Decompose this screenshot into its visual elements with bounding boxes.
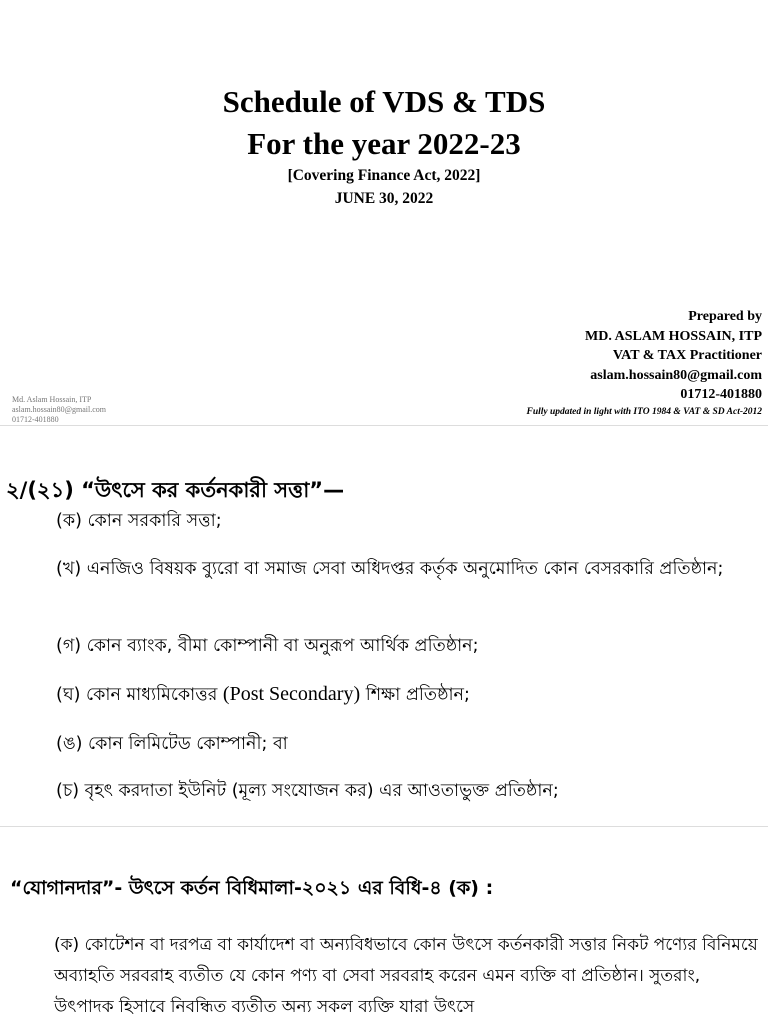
author-name: MD. ASLAM HOSSAIN, ITP xyxy=(585,328,762,344)
definition-paragraph: (ক) কোটেশন বা দরপত্র বা কার্যাদেশ বা অন্যবিধভাবে কোন উৎসে কর্তনকারী সত্তার নিকট পণ্যের বিনিময়ে অব্যাহতি সরবরাহ ব্যতীত যে কোন পণ্য বা সেবা সরবরাহ করেন এমন ব্যক্তি বা প্রতিষ্ঠান। সুতরাং, উৎপাদক হিসাবে নিবন্ধিত ব্যতীত অন্য সকল ব্যক্তি যারা উৎসে xyxy=(54,935,758,1017)
section-heading: ২/(২১) “উৎসে কর কর্তনকারী সত্তা”— xyxy=(6,478,345,502)
list-item: (চ) বৃহৎ করদাতা ইউনিট (মূল্য সংযোজন কর) এর আওতাভুক্ত প্রতিষ্ঠান; xyxy=(56,781,559,801)
slide-footer xyxy=(12,395,106,425)
author-role: VAT & TAX Practitioner xyxy=(612,348,762,363)
footer-name: Md. Aslam Hossain, ITP xyxy=(12,395,92,404)
item-text-english: (Post Secondary) xyxy=(222,683,361,705)
list-item: (খ) এনজিও বিষয়ক ব্যুরো বা সমাজ সেবা অধিদপ্তর কর্তৃক অনুমোদিত কোন বেসরকারি প্রতিষ্ঠান; xyxy=(56,559,724,579)
author-phone: 01712-401880 xyxy=(680,387,762,402)
title-line-1: Schedule of VDS & TDS xyxy=(222,84,546,119)
list-item: (ঙ) কোন লিমিটেড কোম্পানী; বা xyxy=(56,734,288,754)
prepared-by-block xyxy=(526,307,762,419)
list-item: (গ) কোন ব্যাংক, বীমা কোম্পানী বা অনুরূপ আর্থিক প্রতিষ্ঠান; xyxy=(56,636,479,656)
subtitle: [Covering Finance Act, 2022] xyxy=(287,167,481,184)
title-slide xyxy=(0,0,768,425)
item-text-before: (ঘ) কোন মাধ্যমিকোত্তর xyxy=(56,685,223,705)
prepared-by-label: Prepared by xyxy=(688,309,762,324)
list-item: (ক) কোন সরকারি সত্তা; xyxy=(56,511,222,531)
item-text-after: শিক্ষা প্রতিষ্ঠান; xyxy=(360,685,470,705)
footer-phone: 01712-401880 xyxy=(12,415,59,424)
title-line-2: For the year 2022-23 xyxy=(247,126,521,161)
footer-email: aslam.hossain80@gmail.com xyxy=(12,405,107,414)
update-note: Fully updated in light with ITO 1984 & VAT & SD Act-2012 xyxy=(526,406,762,417)
section-heading: “যোগানদার”- উৎসে কর্তন বিধিমালা-২০২১ এর বিধি-৪ (ক) : xyxy=(10,877,494,899)
author-email: aslam.hossain80@gmail.com xyxy=(590,367,762,383)
list-item xyxy=(56,679,761,710)
date: JUNE 30, 2022 xyxy=(334,190,434,207)
